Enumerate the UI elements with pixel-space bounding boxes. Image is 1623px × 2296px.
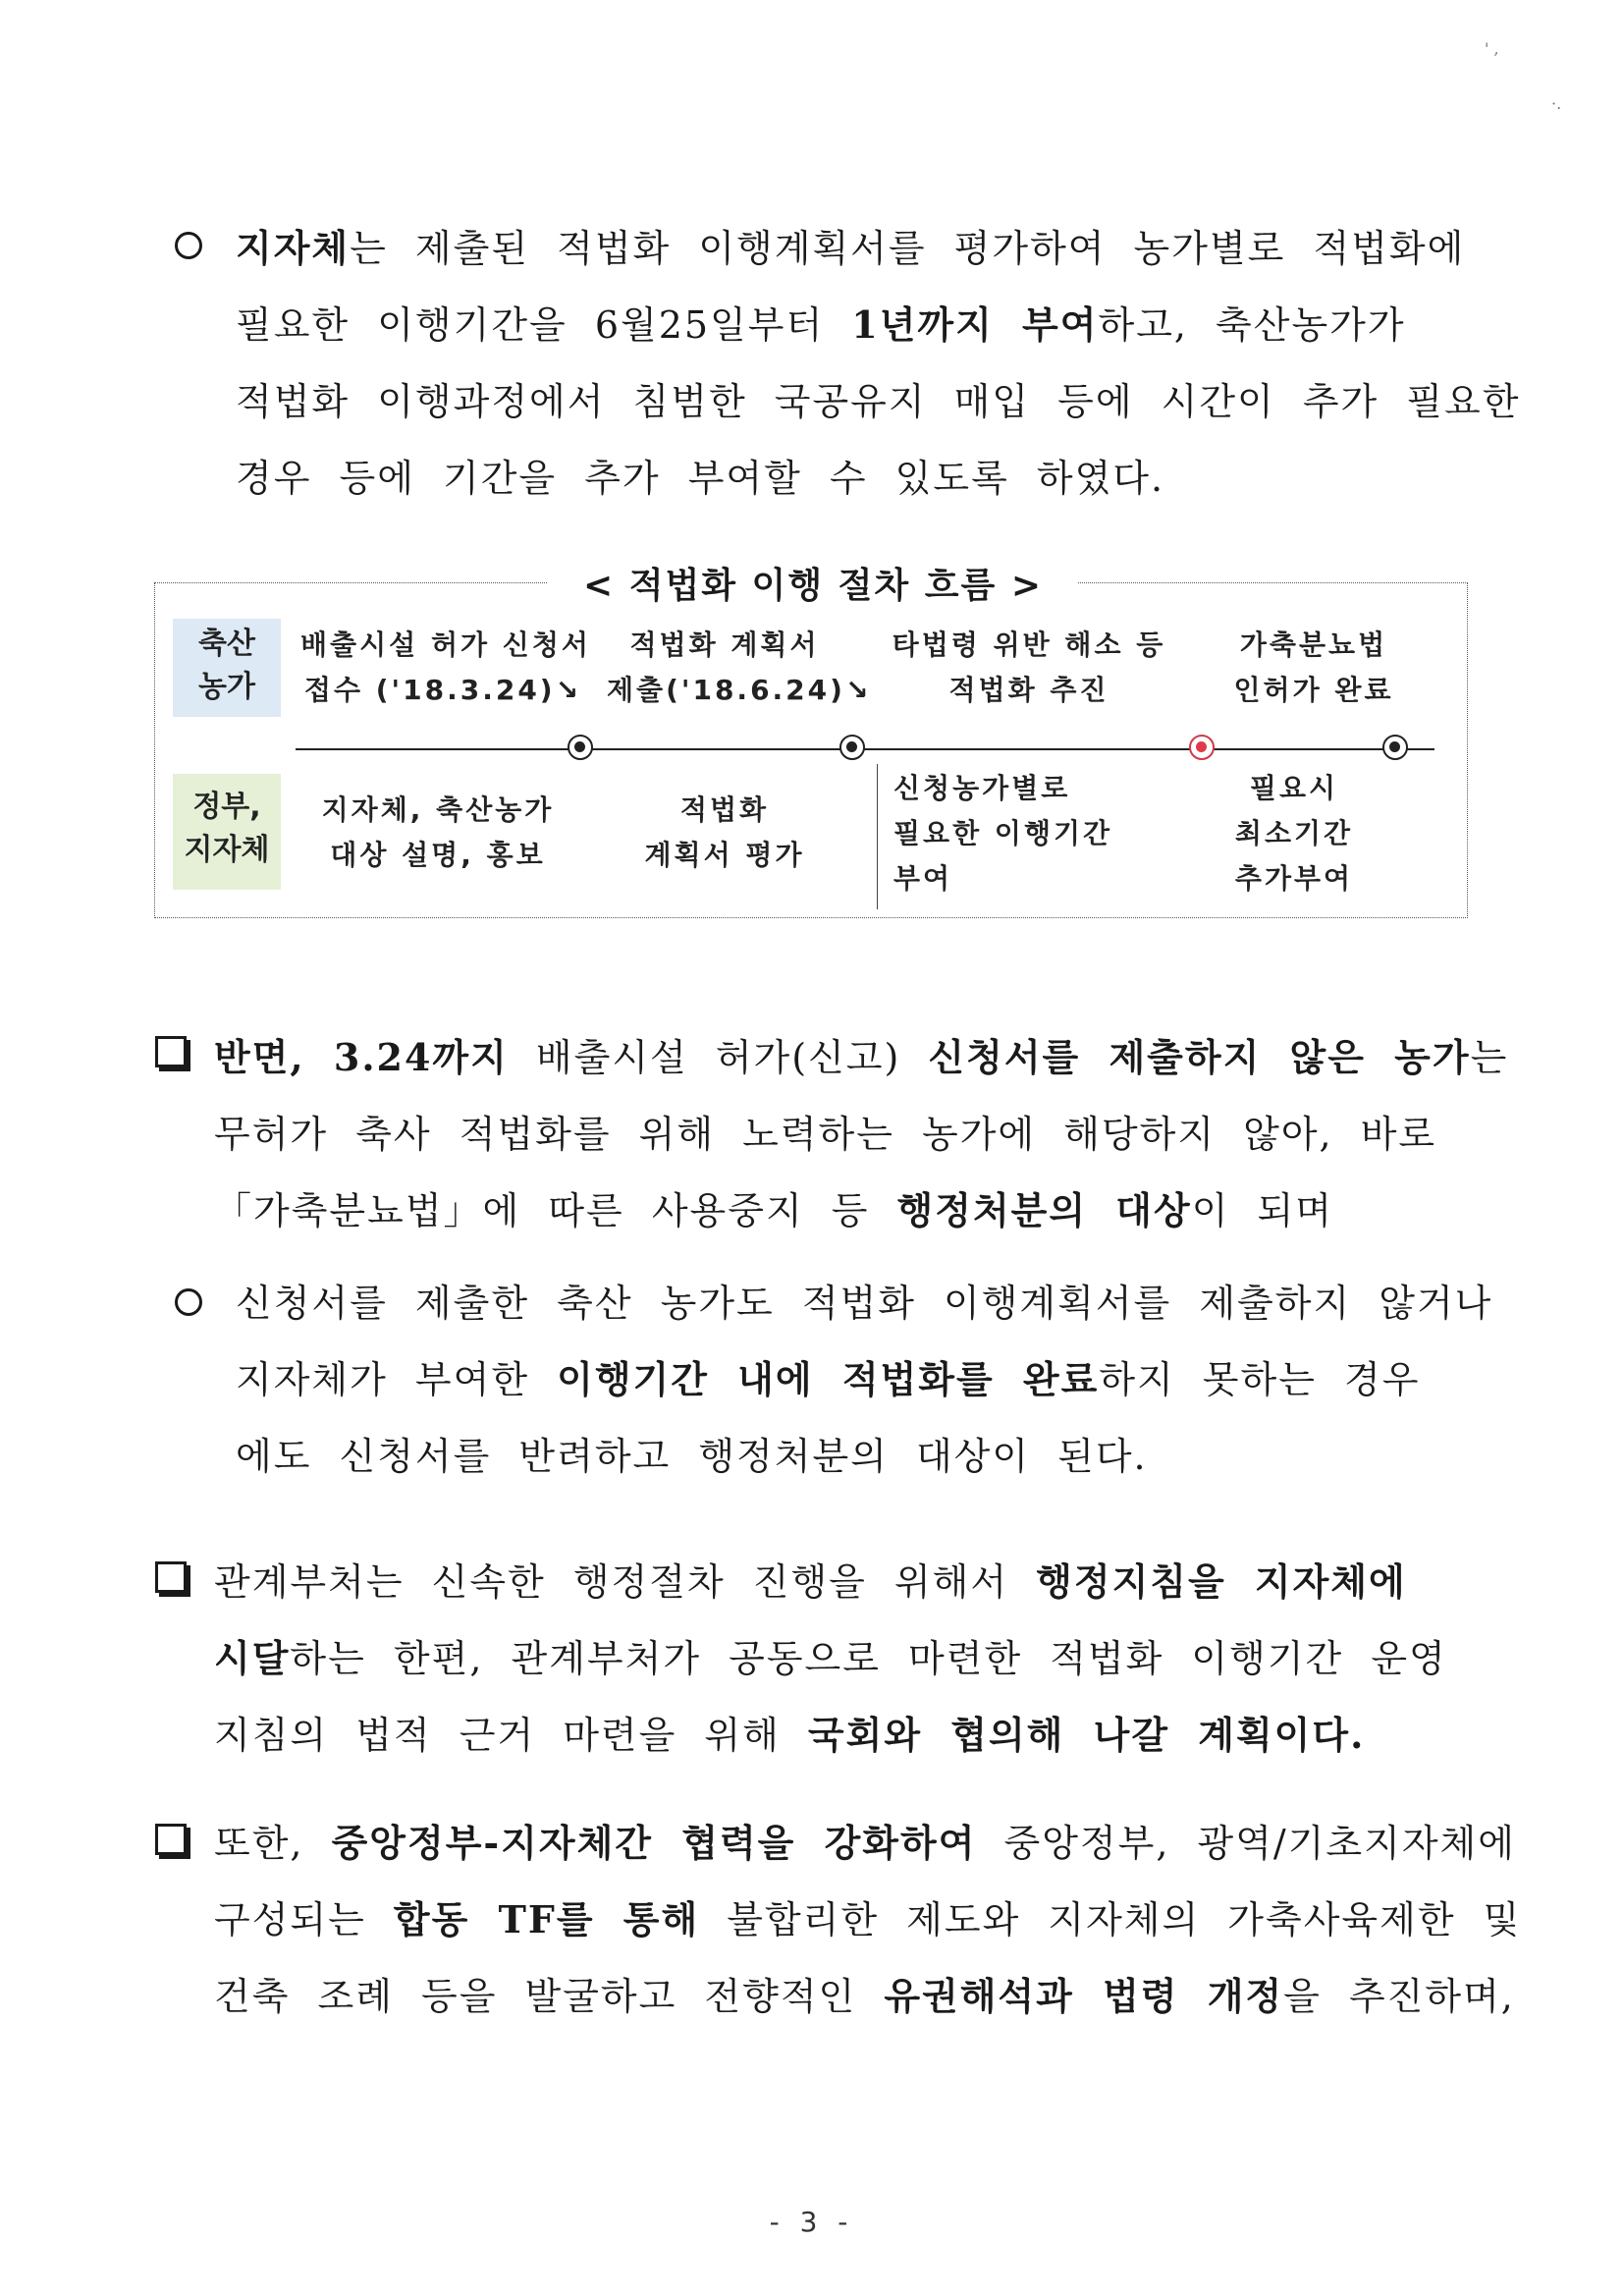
flow-step-bottom: 필요시 최소기간 추가부여 <box>1234 772 1354 895</box>
flow-step-bottom: 신청농가별로 필요한 이행기간 부여 <box>893 772 1113 895</box>
para5-line1: 또한, 중앙정부-지자체간 협력을 강화하여 중앙정부, 광역/기초지자체에 <box>214 1821 1516 1865</box>
para4-line2: 시달하는 한편, 관계부처가 공동으로 마련한 적법화 이행기간 운영 <box>214 1636 1447 1680</box>
page-number: - 3 - <box>769 2206 854 2238</box>
flow-step-top: 가축분뇨법 인허가 완료 <box>1233 629 1394 706</box>
checkbox-bullet-icon <box>155 1561 187 1593</box>
para3-line3: 에도 신청서를 반려하고 행정처분의 대상이 된다. <box>236 1435 1148 1478</box>
flow-step-top: 적법화 계획서 제출('18.6.24)↘ <box>607 629 872 706</box>
timeline-node-icon <box>568 735 593 760</box>
flow-step-bottom: 적법화 계획서 평가 <box>644 793 805 871</box>
timeline-node-red-icon <box>1189 735 1215 760</box>
para5-line2: 구성되는 합동 TF를 통해 불합리한 제도와 지자체의 가축사육제한 및 <box>214 1897 1522 1941</box>
farm-label: 축산 농가 <box>173 619 281 717</box>
circle-bullet-icon <box>175 1288 202 1316</box>
checkbox-bullet-icon <box>155 1036 187 1067</box>
flow-step-bottom: 지자체, 축산농가 대상 설명, 홍보 <box>321 793 555 871</box>
para4-line1: 관계부처는 신속한 행정절차 진행을 위해서 행정지침을 지자체에 <box>214 1559 1407 1604</box>
para1-line3: 적법화 이행과정에서 침범한 국공유지 매입 등에 시간이 추가 필요한 <box>236 380 1521 423</box>
flow-step-top: 배출시설 허가 신청서 접수 ('18.3.24)↘ <box>300 629 591 706</box>
government-label: 정부, 지자체 <box>173 774 281 890</box>
para2-line2: 무허가 축사 적법화를 위해 노력하는 농가에 해당하지 않아, 바로 <box>214 1113 1437 1156</box>
para2-line1: 반면, 3.24까지 배출시설 허가(신고) 신청서를 제출하지 않은 농가는 <box>214 1035 1509 1079</box>
scan-mark: ·. <box>1551 94 1562 113</box>
para2-line3: 「가축분뇨법」에 따른 사용중지 등 행정처분의 대상이 되며 <box>214 1188 1333 1232</box>
flow-step-top: 타법령 위반 해소 등 적법화 추진 <box>892 629 1166 706</box>
checkbox-bullet-icon <box>155 1824 187 1855</box>
timeline-node-icon <box>1382 735 1408 760</box>
procedure-flow-diagram <box>154 566 1468 918</box>
timeline-line <box>296 748 1434 750</box>
para4-line3: 지침의 법적 근거 마련을 위해 국회와 협의해 나갈 계획이다. <box>214 1713 1366 1757</box>
flow-title: < 적법화 이행 절차 흐름 > <box>548 558 1078 601</box>
para1-line1: 지자체는 제출된 적법화 이행계획서를 평가하여 농가별로 적법화에 <box>236 226 1466 270</box>
para1-line2: 필요한 이행기간을 6월25일부터 1년까지 부여하고, 축산농가가 <box>236 302 1406 347</box>
circle-bullet-icon <box>175 232 202 259</box>
para3-line1: 신청서를 제출한 축산 농가도 적법화 이행계획서를 제출하지 않거나 <box>236 1282 1493 1325</box>
para5-line3: 건축 조례 등을 발굴하고 전향적인 유권해석과 법령 개정을 추진하며, <box>214 1974 1515 2018</box>
para3-line2: 지자체가 부여한 이행기간 내에 적법화를 완료하지 못하는 경우 <box>236 1357 1421 1401</box>
scan-mark: ' , <box>1485 39 1499 58</box>
divider <box>877 764 878 909</box>
timeline-node-icon <box>839 735 865 760</box>
para1-line4: 경우 등에 기간을 추가 부여할 수 있도록 하였다. <box>236 457 1165 500</box>
